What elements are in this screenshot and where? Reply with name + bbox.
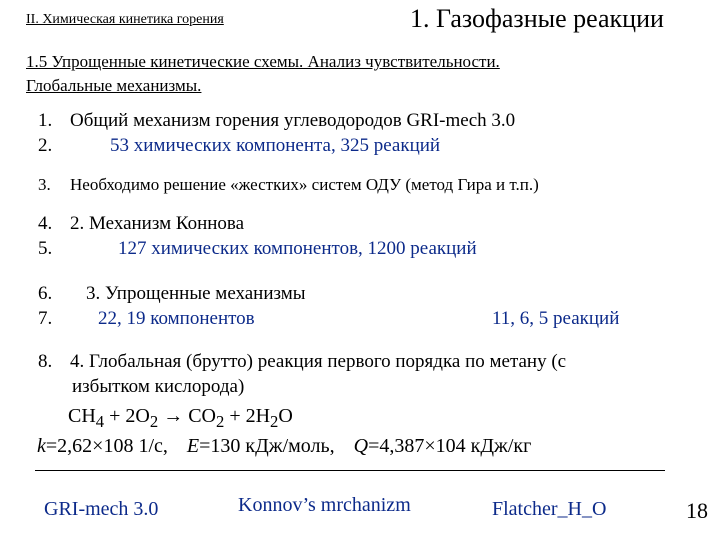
list-item-3	[38, 175, 539, 195]
q-variable: Q	[353, 435, 369, 457]
list-item-1	[38, 110, 515, 132]
reaction-subscript: 2	[270, 412, 279, 431]
list-number: 3.	[38, 175, 51, 194]
list-number: 2.	[38, 135, 53, 156]
reaction-term: + 2H	[224, 405, 271, 427]
divider	[35, 470, 665, 471]
list-item-2	[38, 135, 440, 157]
link-gri-mech[interactable]: GRI-mech 3.0	[44, 498, 159, 520]
list-text: Необходимо решение «жестких» систем ОДУ (метод Гира и т.п.)	[70, 175, 539, 194]
reaction-equation	[68, 405, 293, 432]
list-text-left: 22, 19 компонентов	[98, 308, 255, 329]
k-value: =2,62×108 1/с,	[45, 435, 168, 457]
list-text: 53 химических компонента, 325 реакций	[110, 135, 441, 156]
subtitle-line-2: Глобальные механизмы.	[26, 76, 202, 95]
list-item-8	[38, 351, 566, 373]
list-number: 6.	[38, 283, 53, 304]
reaction-arrow: →	[163, 405, 184, 427]
kinetic-constants	[37, 435, 531, 458]
list-item-8-continuation: избытком кислорода)	[72, 376, 245, 397]
slide-subtitle	[26, 50, 500, 98]
reaction-term: CH	[68, 405, 96, 427]
reaction-term: CO	[183, 405, 216, 427]
list-item-4	[38, 213, 244, 235]
k-variable: k	[37, 435, 46, 457]
list-text: 2. Механизм Коннова	[70, 213, 245, 234]
reaction-subscript: 2	[149, 412, 159, 431]
e-value: =130 кДж/моль,	[199, 435, 335, 457]
list-text: 4. Глобальная (брутто) реакция первого порядка по метану (с	[70, 351, 567, 372]
reaction-subscript: 4	[95, 412, 105, 431]
list-number: 8.	[38, 351, 53, 372]
slide-title: 1. Газофазные реакции	[410, 4, 664, 33]
list-item-7	[38, 308, 255, 330]
section-label: II. Химическая кинетика горения	[26, 12, 224, 27]
list-item-5	[38, 238, 477, 260]
list-item-6	[38, 283, 306, 305]
link-konnov-mechanism[interactable]: Konnov’s mrchanizm	[238, 494, 411, 516]
reaction-subscript: 2	[215, 412, 225, 431]
q-value: =4,387×104 кДж/кг	[368, 435, 532, 457]
reaction-term: O	[278, 405, 293, 427]
page-number: 18	[686, 498, 708, 523]
list-text: Общий механизм горения углеводородов GRI-mech 3.0	[70, 110, 516, 131]
e-variable: E	[186, 435, 200, 457]
list-text: 127 химических компонентов, 1200 реакций	[118, 238, 477, 259]
list-number: 4.	[38, 213, 53, 234]
list-text-right: 11, 6, 5 реакций	[492, 308, 620, 329]
link-flatcher[interactable]: Flatcher_H_O	[492, 498, 607, 520]
list-number: 5.	[38, 238, 53, 259]
reaction-term: + 2O	[104, 405, 150, 427]
list-number: 7.	[38, 308, 53, 329]
list-number: 1.	[38, 110, 53, 131]
list-text: 3. Упрощенные механизмы	[86, 283, 306, 304]
subtitle-line-1: 1.5 Упрощенные кинетические схемы. Анализ чувствительности.	[26, 52, 500, 71]
